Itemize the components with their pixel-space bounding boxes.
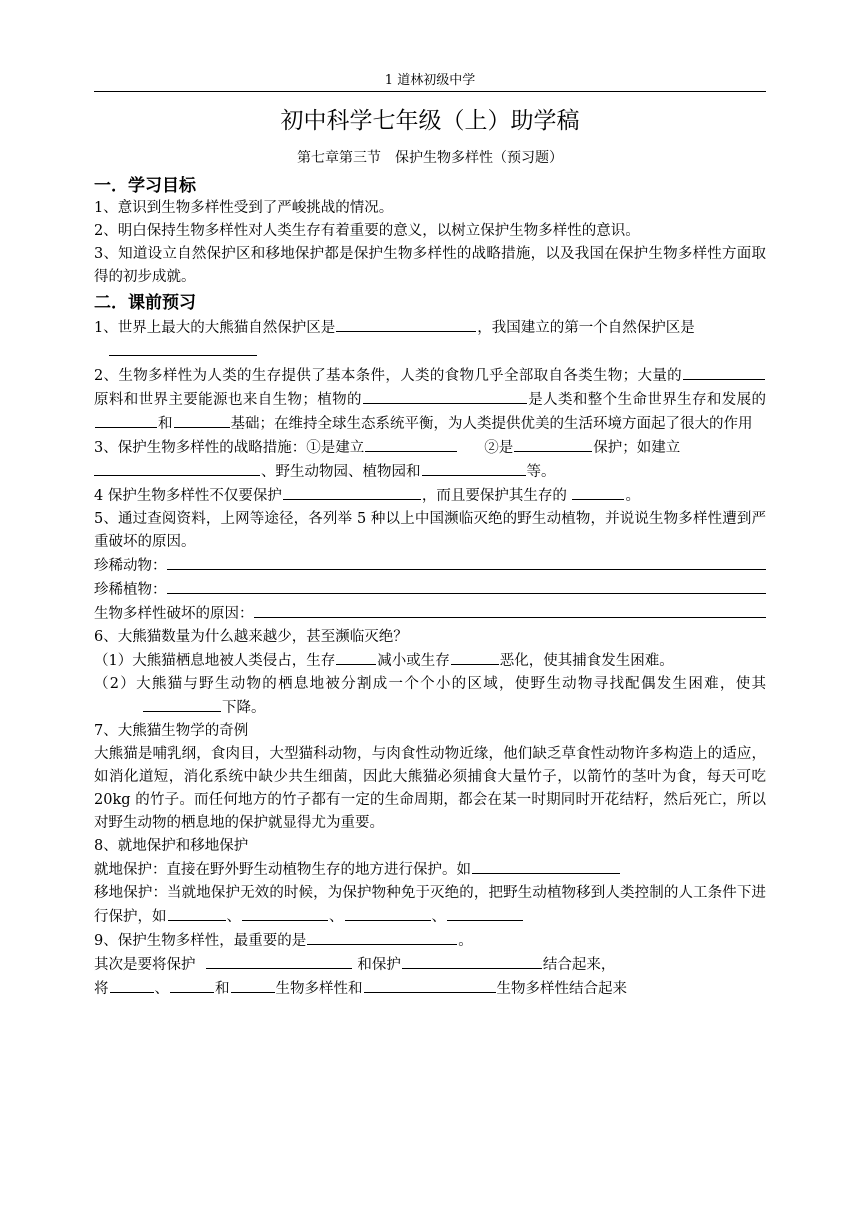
section-heading-objectives: 一．学习目标 [94,176,196,196]
section-heading-preview: 二．课前预习 [94,293,196,313]
question-7: 7、大熊猫生物学的奇例 [94,723,249,739]
rare-animals-line: 珍稀动物： [94,554,766,578]
answer-blank[interactable] [336,649,376,665]
question-9: 9、保护生物多样性，最重要的是 。 [94,929,766,953]
objective-item: 2、明白保持生物多样性对人类生存有着重要的意义，以树立保护生物多样性的意识。 [94,223,640,239]
page-header: 1 道林初级中学 [384,73,476,88]
rare-plants-line: 珍稀植物： [94,578,766,602]
answer-blank[interactable] [94,460,260,476]
answer-line[interactable] [254,602,767,618]
page-title: 初中科学七年级（上）助学稿 [280,108,580,134]
answer-blank[interactable] [363,388,527,404]
ex-situ-conservation: 移地保护：当就地保护无效的时候，为保护物种免于灭绝的，把野生动植物移到人类控制的人工条件下进行保护，如 、 、 、 [94,885,766,925]
answer-blank[interactable] [231,977,275,993]
worksheet-body [94,175,766,1001]
question-4: 4 保护生物多样性不仅要保护 ，而且要保护其生存的 。 [94,484,766,508]
answer-blank[interactable] [447,905,523,921]
question-9-line-2: 其次是要将保护 和保护 结合起来， [94,953,766,977]
question-2: 2、生物多样性为人类的生存提供了基本条件，人类的食物几乎全部取自各类生物；大量的原料和世界主要能源也来自生物；植物的 是人类和整个生命世界生存和发展的和 基础；在维持全球生态系统平衡，为人类提供优美的生活环境方面起了很大的作用 [94,364,766,436]
answer-blank[interactable] [170,977,214,993]
question-5: 5、通过查阅资料，上网等途径，各列举 5 种以上中国濒临灭绝的野生动植物，并说说生物多样性遭到严重破坏的原因。 [94,511,766,550]
answer-blank[interactable] [109,340,257,356]
answer-blank[interactable] [307,929,457,945]
answer-blank[interactable] [422,460,526,476]
answer-blank[interactable] [336,316,476,332]
objective-item: 1、意识到生物多样性受到了严峻挑战的情况。 [94,200,394,216]
answer-blank[interactable] [683,364,765,380]
page-subtitle: 第七章第三节 保护生物多样性（预习题） [297,150,563,166]
answer-blank[interactable] [572,484,624,500]
answer-blank[interactable] [95,412,157,428]
in-situ-conservation: 就地保护：直接在野外野生动植物生存的地方进行保护。如 [94,858,766,882]
answer-blank[interactable] [174,412,230,428]
question-6-part-1: （1）大熊猫栖息地被人类侵占，生存 减小或生存 恶化，使其捕食发生困难。 [94,649,766,673]
answer-blank[interactable] [402,953,542,969]
answer-blank[interactable] [110,977,154,993]
answer-blank[interactable] [283,484,421,500]
answer-blank[interactable] [451,649,499,665]
answer-blank[interactable] [168,905,226,921]
question-1: 1、世界上最大的大熊猫自然保护区是 ，我国建立的第一个自然保护区是 [94,316,766,364]
header-divider [94,91,766,92]
question-6: 6、大熊猫数量为什么越来越少，甚至濒临灭绝？ [94,629,408,645]
question-3: 3、保护生物多样性的战略措施：①是建立 ②是 保护；如建立 、野生动物园、植物园和 等。 [94,436,766,484]
answer-blank[interactable] [143,696,221,712]
question-8: 8、就地保护和移地保护 [94,838,249,854]
answer-blank[interactable] [242,905,328,921]
answer-blank[interactable] [514,436,592,452]
question-9-line-3: 将 、 和 生物多样性和 生物多样性结合起来 [94,977,766,1001]
damage-reason-line: 生物多样性破坏的原因： [94,602,766,626]
answer-blank[interactable] [364,977,496,993]
answer-blank[interactable] [345,905,431,921]
answer-line[interactable] [167,554,767,570]
answer-blank[interactable] [365,436,457,452]
answer-line[interactable] [167,578,767,594]
panda-passage: 大熊猫是哺乳纲，食肉目，大型猫科动物，与肉食性动物近缘，他们缺乏草食性动物许多构造上的适应，如消化道短，消化系统中缺少共生细菌，因此大熊猫必须捕食大量竹子，以箭竹的茎叶为食，每天可吃 20kg 的竹子。而任何地方的竹子都有一定的生命周期，都会在某一时期同时开花结籽，然后死亡，所以对野生动物的栖息地的保护就显得尤为重要。 [94,746,766,831]
answer-blank[interactable] [206,953,352,969]
objective-item: 3、知道设立自然保护区和移地保护都是保护生物多样性的战略措施，以及我国在保护生物多样性方面取得的初步成就。 [94,246,766,285]
answer-blank[interactable] [472,858,620,874]
question-6-part-2: （2）大熊猫与野生动物的栖息地被分割成一个个小的区域，使野生动物寻找配偶发生困难，使其下降。 [94,676,766,716]
